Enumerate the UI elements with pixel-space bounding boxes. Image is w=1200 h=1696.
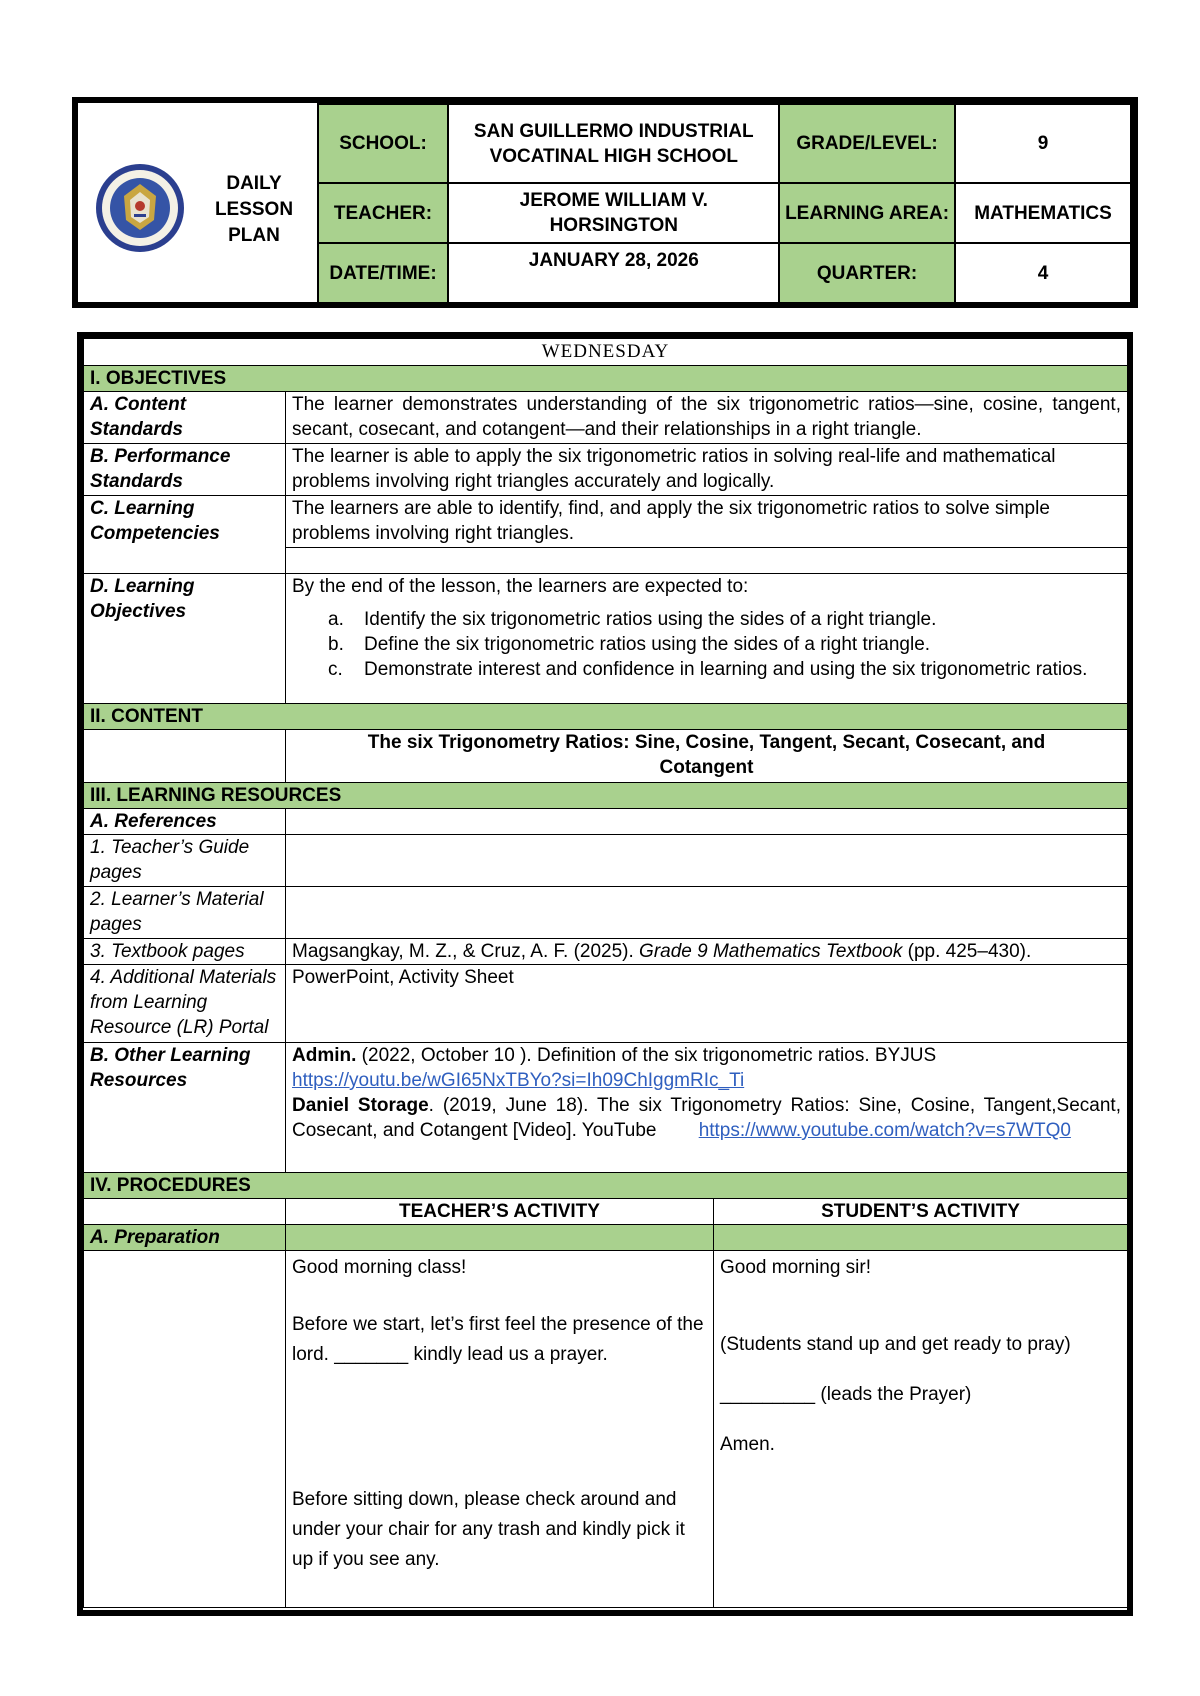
teacher-label: TEACHER: (318, 183, 449, 243)
ref1-author: Admin. (292, 1045, 357, 1066)
quarter-value: 4 (955, 243, 1131, 303)
learning-competencies-blank (286, 548, 1128, 574)
performance-standards-label: B. Performance Standards (84, 444, 286, 496)
content-blank (84, 730, 286, 783)
ref2-author: Daniel Storage (292, 1095, 429, 1116)
student-line: Amen. (720, 1434, 775, 1455)
header-table (78, 103, 1132, 304)
preparation-blank (84, 1251, 286, 1608)
lesson-table (83, 338, 1128, 1608)
ref1-link[interactable]: https://youtu.be/wGI65NxTBYo?si=Ih09ChIggmRIc_Ti (292, 1070, 745, 1091)
other-resources-label: B. Other Learning Resources (84, 1043, 286, 1173)
header-box (72, 97, 1138, 308)
preparation-label: A. Preparation (84, 1225, 286, 1251)
lesson-table-box (77, 332, 1133, 1616)
ref2-text: . (2019, June 18). The six Trigonometry Ratios: Sine, Cosine, Tangent,Secant, Cosecant, and Cotangent [Video]. YouTube (292, 1095, 1121, 1141)
list-item: c. Demonstrate interest and confidence in learning and using the six trigonometric ratios. (328, 659, 1088, 680)
school-value: SAN GUILLERMO INDUSTRIAL VOCATINAL HIGH SCHOOL (448, 104, 779, 183)
school-label: SCHOOL: (318, 104, 449, 183)
resources-heading: III. LEARNING RESOURCES (84, 783, 1128, 809)
content-standards-text: The learner demonstrates understanding of the six trigonometric ratios—sine, cosine, tangent, secant, cosecant, and cotangent—and their relationships in a right triangle. (286, 392, 1128, 444)
learning-competencies-label: C. Learning Competencies (84, 496, 286, 574)
additional-materials-value: PowerPoint, Activity Sheet (286, 965, 1128, 1043)
date-label: DATE/TIME: (318, 243, 449, 303)
deped-seal-icon (94, 162, 186, 254)
learners-material-label: 2. Learner’s Material pages (84, 887, 286, 939)
teacher-line: Good morning class! (292, 1257, 467, 1278)
other-resources-cell (286, 1043, 1128, 1173)
preparation-teacher-band (286, 1225, 714, 1251)
teacher-activity-cell (286, 1251, 714, 1608)
teachers-guide-value (286, 835, 1128, 887)
list-item: a. Identify the six trigonometric ratios using the sides of a right triangle. (328, 609, 937, 630)
learning-area-value: MATHEMATICS (955, 183, 1131, 243)
textbook-title: Grade 9 Mathematics Textbook (639, 941, 903, 962)
performance-standards-text: The learner is able to apply the six trigonometric ratios in solving real-life and mathematical problems involving right triangles accurately and logically. (286, 444, 1128, 496)
student-line: _________ (leads the Prayer) (720, 1384, 972, 1405)
student-line: (Students stand up and get ready to pray) (720, 1334, 1071, 1355)
quarter-label: QUARTER: (779, 243, 955, 303)
learning-objectives-label: D. Learning Objectives (84, 574, 286, 704)
list-item: b. Define the six trigonometric ratios using the sides of a right triangle. (328, 634, 931, 655)
learning-objectives-cell (286, 574, 1128, 704)
procedures-blank (84, 1199, 286, 1225)
learners-material-value (286, 887, 1128, 939)
teacher-value: JEROME WILLIAM V. HORSINGTON (448, 183, 779, 243)
day-heading: WEDNESDAY (84, 339, 1128, 366)
content-heading: II. CONTENT (84, 704, 1128, 730)
teacher-line: Before we start, let’s first feel the presence of the lord. _______ kindly lead us a prayer. (292, 1314, 704, 1365)
objectives-heading: I. OBJECTIVES (84, 366, 1128, 392)
ref1-text: (2022, October 10 ). Definition of the six trigonometric ratios. BYJUS (356, 1045, 937, 1066)
procedures-heading: IV. PROCEDURES (84, 1173, 1128, 1199)
ref2-link[interactable]: https://www.youtube.com/watch?v=s7WTQ0 (698, 1120, 1071, 1141)
content-title: The six Trigonometry Ratios: Sine, Cosine, Tangent, Secant, Cosecant, and Cotangent (286, 730, 1128, 783)
date-value: JANUARY 28, 2026 (448, 243, 779, 303)
learning-area-label: LEARNING AREA: (779, 183, 955, 243)
teacher-activity-header: TEACHER’S ACTIVITY (286, 1199, 714, 1225)
textbook-value: Magsangkay, M. Z., & Cruz, A. F. (2025). Grade 9 Mathematics Textbook (pp. 425–430). (286, 939, 1128, 965)
textbook-label: 3. Textbook pages (84, 939, 286, 965)
grade-value: 9 (955, 104, 1131, 183)
references-blank (286, 809, 1128, 835)
additional-materials-label: 4. Additional Materials from Learning Resource (LR) Portal (84, 965, 286, 1043)
learning-objectives-intro: By the end of the lesson, the learners are expected to: (292, 576, 749, 597)
teachers-guide-label: 1. Teacher’s Guide pages (84, 835, 286, 887)
preparation-student-band (714, 1225, 1128, 1251)
grade-label: GRADE/LEVEL: (779, 104, 955, 183)
student-activity-cell (714, 1251, 1128, 1608)
references-label: A. References (84, 809, 286, 835)
logo-cell (78, 104, 318, 303)
student-activity-header: STUDENT’S ACTIVITY (714, 1199, 1128, 1225)
student-line: Good morning sir! (720, 1257, 872, 1278)
daily-lesson-plan-title: DAILY LESSON PLAN (214, 173, 294, 246)
learning-objectives-list (292, 607, 1121, 682)
teacher-line: Before sitting down, please check around and under your chair for any trash and kindly pick it up if you see any. (292, 1489, 685, 1570)
content-standards-label: A. Content Standards (84, 392, 286, 444)
learning-competencies-text: The learners are able to identify, find, and apply the six trigonometric ratios to solve simple problems involving right triangles. (286, 496, 1128, 548)
